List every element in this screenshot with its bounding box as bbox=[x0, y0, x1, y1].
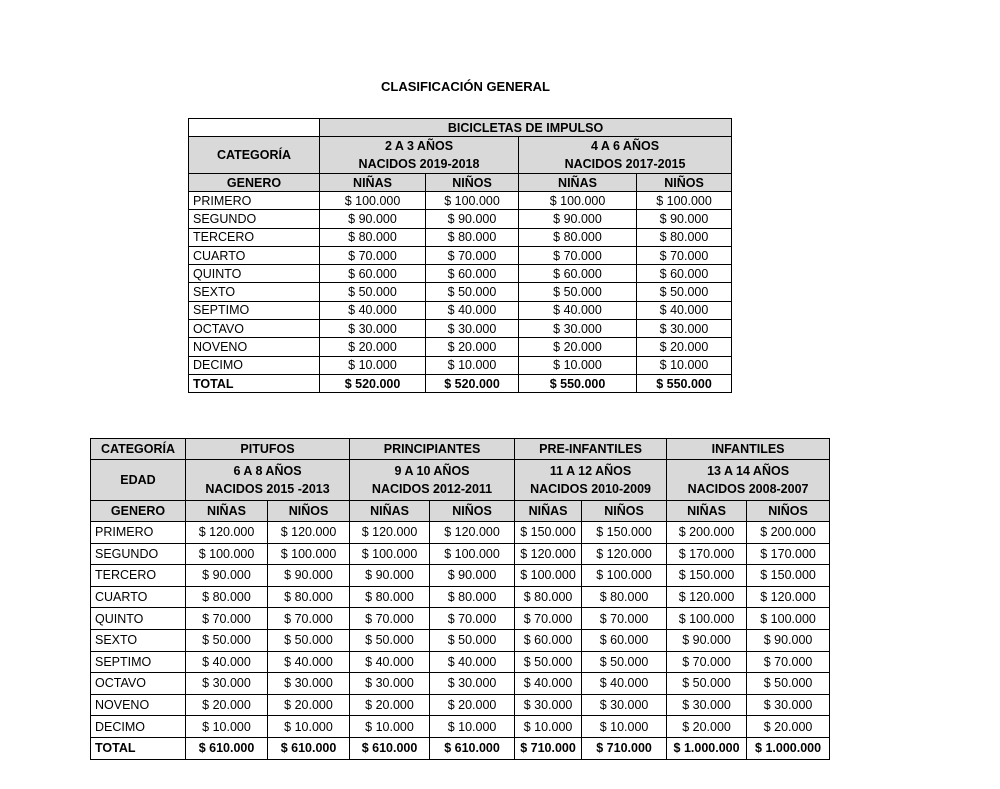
prize-cell: $ 70.000 bbox=[582, 608, 667, 630]
place-label: SEGUNDO bbox=[91, 543, 186, 565]
birth-years: NACIDOS 2010-2009 bbox=[530, 482, 651, 496]
prize-cell: $ 70.000 bbox=[430, 608, 515, 630]
prize-cell: $ 40.000 bbox=[430, 651, 515, 673]
prize-cell: $ 90.000 bbox=[747, 629, 830, 651]
ninas-header: NIÑAS bbox=[186, 501, 268, 522]
prize-cell: $ 610.000 bbox=[186, 737, 268, 759]
table-row bbox=[91, 543, 830, 565]
ninas-header: NIÑAS bbox=[320, 174, 426, 192]
prize-cell: $ 1.000.000 bbox=[747, 737, 830, 759]
ninas-header: NIÑAS bbox=[667, 501, 747, 522]
age-range: 13 A 14 AÑOS bbox=[707, 464, 790, 478]
prize-cell: $ 90.000 bbox=[519, 210, 637, 228]
prize-cell: $ 80.000 bbox=[268, 586, 350, 608]
age-header bbox=[350, 460, 515, 501]
prize-cell: $ 20.000 bbox=[667, 716, 747, 738]
prize-cell: $ 200.000 bbox=[747, 522, 830, 544]
prize-cell: $ 90.000 bbox=[637, 210, 732, 228]
prize-cell: $ 100.000 bbox=[426, 192, 519, 210]
prize-cell: $ 80.000 bbox=[637, 228, 732, 246]
prize-cell: $ 30.000 bbox=[268, 673, 350, 695]
prize-cell: $ 100.000 bbox=[582, 565, 667, 587]
prize-cell: $ 150.000 bbox=[582, 522, 667, 544]
prize-cell: $ 50.000 bbox=[426, 283, 519, 301]
birth-years: NACIDOS 2019-2018 bbox=[358, 157, 480, 171]
prize-cell: $ 10.000 bbox=[426, 356, 519, 374]
place-label: NOVENO bbox=[189, 338, 320, 356]
prize-cell: $ 30.000 bbox=[667, 694, 747, 716]
prize-cell: $ 40.000 bbox=[637, 301, 732, 319]
prize-cell: $ 520.000 bbox=[320, 374, 426, 392]
prize-cell: $ 90.000 bbox=[268, 565, 350, 587]
prize-cell: $ 120.000 bbox=[515, 543, 582, 565]
prize-cell: $ 20.000 bbox=[350, 694, 430, 716]
table-row bbox=[189, 338, 732, 356]
age-header bbox=[667, 460, 830, 501]
prize-cell: $ 30.000 bbox=[320, 320, 426, 338]
place-label: SEPTIMO bbox=[189, 301, 320, 319]
prize-cell: $ 50.000 bbox=[430, 629, 515, 651]
prize-cell: $ 70.000 bbox=[667, 651, 747, 673]
page-title: CLASIFICACIÓN GENERAL bbox=[381, 79, 550, 94]
prize-cell: $ 20.000 bbox=[186, 694, 268, 716]
place-label: TOTAL bbox=[91, 737, 186, 759]
prize-cell: $ 50.000 bbox=[186, 629, 268, 651]
category-name: PRE-INFANTILES bbox=[515, 439, 667, 460]
prize-cell: $ 90.000 bbox=[186, 565, 268, 587]
table-row bbox=[189, 192, 732, 210]
place-label: OCTAVO bbox=[189, 320, 320, 338]
place-label: TOTAL bbox=[189, 374, 320, 392]
prize-cell: $ 40.000 bbox=[320, 301, 426, 319]
prize-cell: $ 150.000 bbox=[667, 565, 747, 587]
prize-cell: $ 120.000 bbox=[186, 522, 268, 544]
place-label: CUARTO bbox=[91, 586, 186, 608]
table-row bbox=[91, 651, 830, 673]
prize-cell: $ 120.000 bbox=[268, 522, 350, 544]
prize-cell: $ 100.000 bbox=[350, 543, 430, 565]
ninas-header: NIÑAS bbox=[519, 174, 637, 192]
table-row bbox=[189, 246, 732, 264]
ninos-header: NIÑOS bbox=[426, 174, 519, 192]
prize-cell: $ 20.000 bbox=[519, 338, 637, 356]
prize-cell: $ 40.000 bbox=[426, 301, 519, 319]
prize-cell: $ 200.000 bbox=[667, 522, 747, 544]
prize-cell: $ 120.000 bbox=[747, 586, 830, 608]
prize-cell: $ 40.000 bbox=[582, 673, 667, 695]
prize-cell: $ 30.000 bbox=[747, 694, 830, 716]
total-row bbox=[189, 374, 732, 392]
prize-cell: $ 30.000 bbox=[637, 320, 732, 338]
prize-cell: $ 50.000 bbox=[582, 651, 667, 673]
prize-cell: $ 20.000 bbox=[426, 338, 519, 356]
category-name: INFANTILES bbox=[667, 439, 830, 460]
prize-cell: $ 80.000 bbox=[320, 228, 426, 246]
table-row bbox=[189, 210, 732, 228]
category-name: PITUFOS bbox=[186, 439, 350, 460]
prize-cell: $ 90.000 bbox=[667, 629, 747, 651]
prize-cell: $ 710.000 bbox=[515, 737, 582, 759]
table-row bbox=[189, 320, 732, 338]
prize-cell: $ 550.000 bbox=[637, 374, 732, 392]
prize-cell: $ 100.000 bbox=[268, 543, 350, 565]
place-label: SEXTO bbox=[189, 283, 320, 301]
table-row bbox=[91, 565, 830, 587]
edad-label: EDAD bbox=[91, 460, 186, 501]
categoria-label: CATEGORÍA bbox=[91, 439, 186, 460]
prize-cell: $ 60.000 bbox=[426, 265, 519, 283]
prize-cell: $ 60.000 bbox=[515, 629, 582, 651]
genero-label: GENERO bbox=[189, 174, 320, 192]
prize-cell: $ 30.000 bbox=[515, 694, 582, 716]
prize-cell: $ 120.000 bbox=[350, 522, 430, 544]
birth-years: NACIDOS 2015 -2013 bbox=[205, 482, 330, 496]
prize-cell: $ 20.000 bbox=[637, 338, 732, 356]
prize-cell: $ 120.000 bbox=[430, 522, 515, 544]
place-label: OCTAVO bbox=[91, 673, 186, 695]
prize-cell: $ 1.000.000 bbox=[667, 737, 747, 759]
prize-cell: $ 80.000 bbox=[430, 586, 515, 608]
prize-cell: $ 170.000 bbox=[747, 543, 830, 565]
prize-cell: $ 610.000 bbox=[430, 737, 515, 759]
ninas-header: NIÑAS bbox=[515, 501, 582, 522]
prize-cell: $ 100.000 bbox=[519, 192, 637, 210]
prize-cell: $ 80.000 bbox=[519, 228, 637, 246]
prize-cell: $ 80.000 bbox=[350, 586, 430, 608]
place-label: NOVENO bbox=[91, 694, 186, 716]
prize-cell: $ 10.000 bbox=[320, 356, 426, 374]
prize-cell: $ 100.000 bbox=[186, 543, 268, 565]
prize-cell: $ 120.000 bbox=[667, 586, 747, 608]
birth-years: NACIDOS 2017-2015 bbox=[564, 157, 686, 171]
age-header-b bbox=[519, 137, 732, 174]
prize-cell: $ 150.000 bbox=[747, 565, 830, 587]
ninas-header: NIÑAS bbox=[350, 501, 430, 522]
place-label: SEGUNDO bbox=[189, 210, 320, 228]
prize-cell: $ 30.000 bbox=[582, 694, 667, 716]
prize-cell: $ 20.000 bbox=[430, 694, 515, 716]
blank-cell bbox=[189, 119, 320, 137]
table-row bbox=[91, 629, 830, 651]
prize-cell: $ 30.000 bbox=[519, 320, 637, 338]
ninos-header: NIÑOS bbox=[430, 501, 515, 522]
prize-cell: $ 50.000 bbox=[320, 283, 426, 301]
age-header-a bbox=[320, 137, 519, 174]
table-row bbox=[91, 716, 830, 738]
prize-cell: $ 30.000 bbox=[426, 320, 519, 338]
prize-cell: $ 70.000 bbox=[747, 651, 830, 673]
age-header bbox=[186, 460, 350, 501]
prize-cell: $ 10.000 bbox=[186, 716, 268, 738]
prize-cell: $ 50.000 bbox=[747, 673, 830, 695]
age-range: 6 A 8 AÑOS bbox=[233, 464, 302, 478]
prize-cell: $ 100.000 bbox=[637, 192, 732, 210]
table-row bbox=[189, 356, 732, 374]
place-label: DECIMO bbox=[91, 716, 186, 738]
category-name: PRINCIPIANTES bbox=[350, 439, 515, 460]
prize-cell: $ 40.000 bbox=[350, 651, 430, 673]
place-label: SEPTIMO bbox=[91, 651, 186, 673]
prize-cell: $ 60.000 bbox=[519, 265, 637, 283]
place-label: SEXTO bbox=[91, 629, 186, 651]
prize-cell: $ 20.000 bbox=[320, 338, 426, 356]
place-label: TERCERO bbox=[91, 565, 186, 587]
prize-cell: $ 520.000 bbox=[426, 374, 519, 392]
prize-cell: $ 150.000 bbox=[515, 522, 582, 544]
age-header bbox=[515, 460, 667, 501]
categories-table bbox=[90, 438, 830, 760]
prize-cell: $ 40.000 bbox=[515, 673, 582, 695]
prize-cell: $ 10.000 bbox=[582, 716, 667, 738]
prize-cell: $ 10.000 bbox=[268, 716, 350, 738]
birth-years: NACIDOS 2012-2011 bbox=[371, 482, 493, 496]
prize-cell: $ 50.000 bbox=[667, 673, 747, 695]
prize-cell: $ 20.000 bbox=[747, 716, 830, 738]
total-row bbox=[91, 737, 830, 759]
table-row bbox=[189, 301, 732, 319]
prize-cell: $ 30.000 bbox=[430, 673, 515, 695]
ninos-header: NIÑOS bbox=[582, 501, 667, 522]
table-row bbox=[91, 694, 830, 716]
prize-cell: $ 70.000 bbox=[515, 608, 582, 630]
ninos-header: NIÑOS bbox=[747, 501, 830, 522]
table-row bbox=[91, 522, 830, 544]
prize-cell: $ 10.000 bbox=[515, 716, 582, 738]
table-row bbox=[189, 265, 732, 283]
prize-cell: $ 100.000 bbox=[515, 565, 582, 587]
place-label: CUARTO bbox=[189, 246, 320, 264]
place-label: TERCERO bbox=[189, 228, 320, 246]
prize-cell: $ 90.000 bbox=[430, 565, 515, 587]
ninos-header: NIÑOS bbox=[268, 501, 350, 522]
prize-cell: $ 70.000 bbox=[519, 246, 637, 264]
prize-cell: $ 120.000 bbox=[582, 543, 667, 565]
age-range: 4 A 6 AÑOS bbox=[590, 139, 660, 153]
prize-cell: $ 40.000 bbox=[268, 651, 350, 673]
prize-cell: $ 70.000 bbox=[268, 608, 350, 630]
age-range: 11 A 12 AÑOS bbox=[549, 464, 632, 478]
prize-cell: $ 100.000 bbox=[430, 543, 515, 565]
prize-cell: $ 10.000 bbox=[430, 716, 515, 738]
prize-cell: $ 610.000 bbox=[350, 737, 430, 759]
prize-cell: $ 550.000 bbox=[519, 374, 637, 392]
prize-cell: $ 80.000 bbox=[515, 586, 582, 608]
place-label: QUINTO bbox=[91, 608, 186, 630]
age-range: 2 A 3 AÑOS bbox=[384, 139, 454, 153]
prize-cell: $ 50.000 bbox=[350, 629, 430, 651]
prize-cell: $ 610.000 bbox=[268, 737, 350, 759]
prize-cell: $ 30.000 bbox=[350, 673, 430, 695]
prize-cell: $ 90.000 bbox=[350, 565, 430, 587]
place-label: PRIMERO bbox=[189, 192, 320, 210]
prize-cell: $ 20.000 bbox=[268, 694, 350, 716]
prize-cell: $ 50.000 bbox=[515, 651, 582, 673]
prize-cell: $ 10.000 bbox=[519, 356, 637, 374]
genero-label: GENERO bbox=[91, 501, 186, 522]
categoria-label: CATEGORÍA bbox=[189, 137, 320, 174]
prize-cell: $ 10.000 bbox=[350, 716, 430, 738]
prize-cell: $ 60.000 bbox=[582, 629, 667, 651]
prize-cell: $ 70.000 bbox=[637, 246, 732, 264]
table-row bbox=[91, 673, 830, 695]
prize-cell: $ 80.000 bbox=[426, 228, 519, 246]
prize-cell: $ 40.000 bbox=[186, 651, 268, 673]
group-header: BICICLETAS DE IMPULSO bbox=[320, 119, 732, 137]
place-label: QUINTO bbox=[189, 265, 320, 283]
place-label: DECIMO bbox=[189, 356, 320, 374]
prize-cell: $ 70.000 bbox=[350, 608, 430, 630]
birth-years: NACIDOS 2008-2007 bbox=[687, 482, 809, 496]
prize-cell: $ 90.000 bbox=[320, 210, 426, 228]
table-row bbox=[91, 586, 830, 608]
prize-cell: $ 30.000 bbox=[186, 673, 268, 695]
prize-cell: $ 70.000 bbox=[426, 246, 519, 264]
prize-cell: $ 80.000 bbox=[186, 586, 268, 608]
prize-cell: $ 40.000 bbox=[519, 301, 637, 319]
prize-cell: $ 100.000 bbox=[747, 608, 830, 630]
prize-cell: $ 70.000 bbox=[320, 246, 426, 264]
prize-cell: $ 710.000 bbox=[582, 737, 667, 759]
prize-cell: $ 50.000 bbox=[519, 283, 637, 301]
prize-cell: $ 60.000 bbox=[320, 265, 426, 283]
prize-cell: $ 170.000 bbox=[667, 543, 747, 565]
impulse-bikes-table bbox=[188, 118, 732, 393]
prize-cell: $ 10.000 bbox=[637, 356, 732, 374]
prize-cell: $ 100.000 bbox=[667, 608, 747, 630]
prize-cell: $ 60.000 bbox=[637, 265, 732, 283]
prize-cell: $ 90.000 bbox=[426, 210, 519, 228]
table-row bbox=[189, 228, 732, 246]
age-range: 9 A 10 AÑOS bbox=[394, 464, 470, 478]
prize-cell: $ 70.000 bbox=[186, 608, 268, 630]
prize-cell: $ 100.000 bbox=[320, 192, 426, 210]
place-label: PRIMERO bbox=[91, 522, 186, 544]
prize-cell: $ 50.000 bbox=[268, 629, 350, 651]
table-row bbox=[189, 283, 732, 301]
table-row bbox=[91, 608, 830, 630]
prize-cell: $ 50.000 bbox=[637, 283, 732, 301]
prize-cell: $ 80.000 bbox=[582, 586, 667, 608]
ninos-header: NIÑOS bbox=[637, 174, 732, 192]
